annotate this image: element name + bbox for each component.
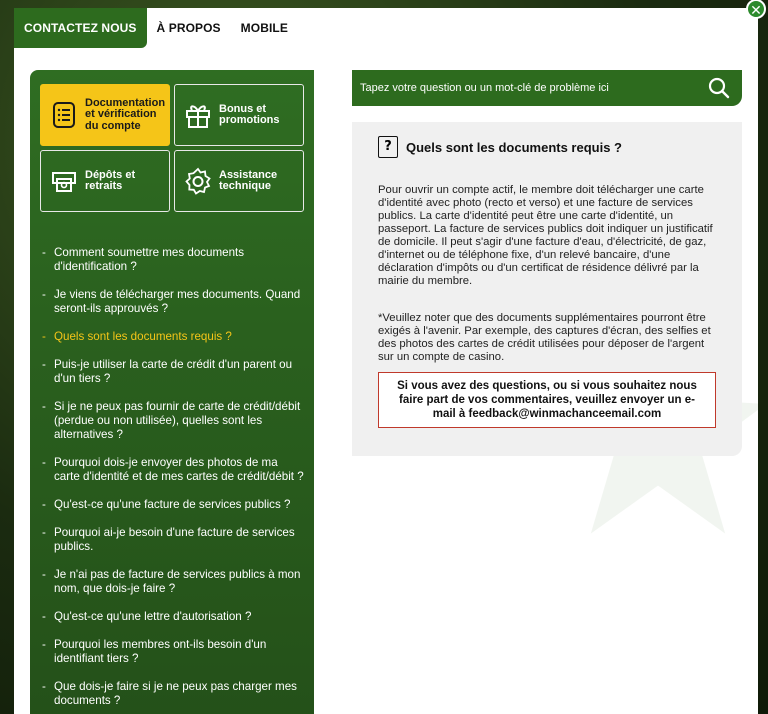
answer-paragraph: Pour ouvrir un compte actif, le membre doit télécharger une carte d'identité avec photo (recto et verso) et une facture de services publics. La carte d'identité peut être une carte d'identité, un passeport. La facture de services publics doit indiquer un justificatif de domicile. Il peut s'agir d'une facture d'eau, d'électricité, de gaz, d'internet ou de téléphone fixe, d'un relevé bancaire, d'une déclaration d'impôts ou d'un certificat de résidence délivré par la mairie du membre. xyxy=(378,184,713,287)
help-sidebar xyxy=(30,70,314,714)
question-item[interactable]: - Pourquoi ai-je besoin d'une facture de services publics. xyxy=(42,526,304,554)
search-input[interactable]: Tapez votre question ou un mot-clé de problème ici xyxy=(360,82,609,94)
question-list xyxy=(42,246,304,714)
search-bar[interactable] xyxy=(352,70,742,106)
category-grid xyxy=(40,84,304,212)
answer-heading xyxy=(378,136,622,158)
answer-note: *Veuillez noter que des documents supplémentaires pourront être exigés à l'avenir. Par exemple, des captures d'écran, des selfies et des photos des cartes de crédit utilisées pour déposer de l'argent sur un compte de casino. xyxy=(378,312,711,363)
question-item[interactable]: - Je viens de télécharger mes documents. Quand seront-ils approuvés ? xyxy=(42,288,304,316)
answer-panel xyxy=(352,122,742,456)
category-assistance[interactable] xyxy=(174,150,304,212)
category-label: Bonus et promotions xyxy=(219,102,280,126)
gift-icon xyxy=(183,100,213,130)
search-icon[interactable] xyxy=(708,77,730,99)
question-mark-icon: ? xyxy=(378,136,398,158)
question-item-active[interactable]: - Quels sont les documents requis ? xyxy=(42,330,304,344)
close-icon[interactable]: ✕ xyxy=(746,0,766,19)
money-icon xyxy=(49,166,79,196)
answer-title: Quels sont les documents requis ? xyxy=(406,139,622,155)
tab-contactez-nous[interactable]: CONTACTEZ NOUS xyxy=(14,8,147,48)
question-item[interactable]: - Je n'ai pas de facture de services publics à mon nom, que dois-je faire ? xyxy=(42,568,304,596)
tab-mobile[interactable]: MOBILE xyxy=(240,21,288,35)
category-label: Assistance technique xyxy=(219,168,278,192)
top-tabs xyxy=(14,8,298,48)
question-item[interactable]: - Que dois-je faire si je ne peux pas charger mes documents ? xyxy=(42,680,304,708)
question-item[interactable]: - Pourquoi dois-je envoyer des photos de ma carte d'identité et de mes cartes de crédit/débit ? xyxy=(42,456,304,484)
question-item[interactable]: - Pourquoi les membres ont-ils besoin d'un identifiant tiers ? xyxy=(42,638,304,666)
question-item[interactable]: - Qu'est-ce qu'une lettre d'autorisation ? xyxy=(42,610,304,624)
category-bonus[interactable] xyxy=(174,84,304,146)
question-item[interactable]: - Puis-je utiliser la carte de crédit d'un parent ou d'un tiers ? xyxy=(42,358,304,386)
question-item[interactable]: - Si je ne peux pas fournir de carte de crédit/débit (perdue ou non utilisée), quelles sont les alternatives ? xyxy=(42,400,304,442)
tab-a-propos[interactable]: À PROPOS xyxy=(156,21,221,35)
document-list-icon xyxy=(49,100,79,130)
question-item[interactable]: - Comment soumettre mes documents d'identification ? xyxy=(42,246,304,274)
gear-icon xyxy=(183,166,213,196)
category-label: Dépôts et retraits xyxy=(85,168,136,192)
category-label: Documentation et vérification du compte xyxy=(85,96,166,132)
category-documentation[interactable] xyxy=(40,84,170,146)
category-depots[interactable] xyxy=(40,150,170,212)
question-item[interactable]: - Qu'est-ce qu'une facture de services publics ? xyxy=(42,498,304,512)
feedback-box: Si vous avez des questions, ou si vous souhaitez nous faire part de vos commentaires, veuillez envoyer un e-mail à feedback@winmachanceemail.com xyxy=(378,372,716,428)
help-modal xyxy=(14,8,758,714)
